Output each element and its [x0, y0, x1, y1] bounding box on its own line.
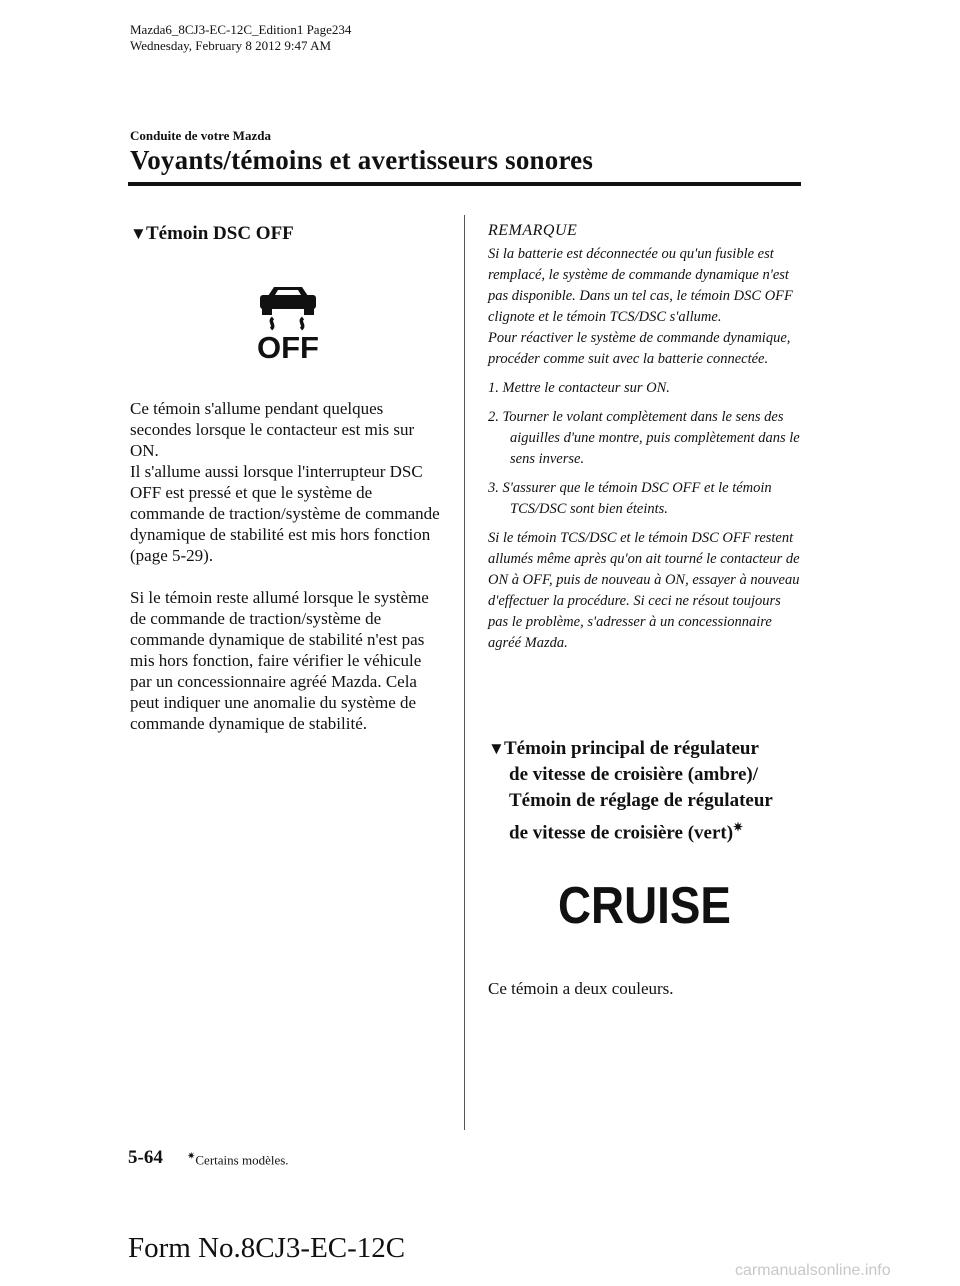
page-number: 5-64 [128, 1147, 163, 1168]
watermark: carmanualsonline.info [735, 1262, 891, 1279]
cruise-indicator-icon: CRUISE [558, 877, 731, 935]
note-paragraph: Si le témoin TCS/DSC et le témoin DSC OFF restent allumés même après qu'on ait tourné le contacteur de ON à OFF, puis de nouveau à ON, essayer à nouveau d'effectuer la procédure. Si ceci ne résout toujours pas le problème, s'adresser à un concessionnaire agréé Mazda. [488, 530, 800, 651]
print-header [130, 22, 351, 54]
note-steps [488, 378, 800, 520]
star-icon: ✷ [187, 1151, 196, 1162]
section-subtitle: Conduite de votre Mazda [130, 128, 271, 143]
column-divider [464, 215, 465, 1130]
cruise-heading-line: Témoin de réglage de régulateur [509, 790, 773, 811]
cruise-heading [488, 736, 808, 846]
cruise-heading-line: Témoin principal de régulateur [504, 738, 759, 759]
cruise-heading-line: de vitesse de croisière (vert) [509, 822, 734, 844]
paragraph: Ce témoin s'allume pendant quelques secondes lorsque le contacteur est mis sur ON. [130, 399, 415, 460]
footnote [187, 1151, 289, 1168]
dsc-off-indicator-icon [246, 282, 330, 360]
section-title: Voyants/témoins et avertisseurs sonores [130, 145, 594, 175]
print-header-line2: Wednesday, February 8 2012 9:47 AM [130, 38, 332, 53]
form-number: Form No.8CJ3-EC-12C [128, 1232, 406, 1264]
note-paragraph: Pour réactiver le système de commande dynamique, procéder comme suit avec la batterie connectée. [488, 330, 791, 367]
print-header-line1: Mazda6_8CJ3-EC-12C_Edition1 Page234 [130, 22, 352, 37]
triangle-marker-icon: ▼ [488, 739, 505, 758]
title-rule [128, 182, 801, 186]
triangle-marker-icon: ▼ [130, 224, 147, 243]
footnote-text: Certains modèles. [195, 1152, 289, 1168]
note-block [488, 244, 800, 662]
dsc-off-body [130, 398, 440, 755]
dsc-off-heading-text: Témoin DSC OFF [146, 223, 294, 244]
dsc-car-skid-icon [246, 282, 330, 360]
note-step: 3. S'assurer que le témoin DSC OFF et le témoin TCS/DSC sont bien éteints. [488, 480, 772, 517]
optional-star-icon: ✷ [733, 820, 744, 834]
cruise-heading-line: de vitesse de croisière (ambre)/ [509, 764, 759, 785]
note-title: REMARQUE [488, 222, 578, 239]
note-step: 1. Mettre le contacteur sur ON. [488, 380, 670, 396]
note-paragraph: Si la batterie est déconnectée ou qu'un fusible est remplacé, le système de commande dynamique n'est pas disponible. Dans un tel cas, le témoin DSC OFF clignote et le témoin TCS/DSC s'allume. [488, 246, 793, 325]
cruise-text: Ce témoin a deux couleurs. [488, 979, 674, 998]
paragraph: Si le témoin reste allumé lorsque le système de commande de traction/système de commande dynamique de stabilité n'est pas mis hors fonction, faire vérifier le véhicule par un concessionnaire agréé Mazda. Cela peut indiquer une anomalie du système de commande dynamique de stabilité. [130, 588, 429, 733]
paragraph: Il s'allume aussi lorsque l'interrupteur DSC OFF est pressé et que le système de commande de traction/système de commande dynamique de stabilité est mis hors fonction (page 5-29). [130, 462, 440, 565]
note-step: 2. Tourner le volant complètement dans le sens des aiguilles d'une montre, puis complètement dans le sens inverse. [488, 409, 800, 467]
dsc-off-heading [130, 221, 294, 247]
dsc-off-icon-label: OFF [257, 330, 319, 360]
